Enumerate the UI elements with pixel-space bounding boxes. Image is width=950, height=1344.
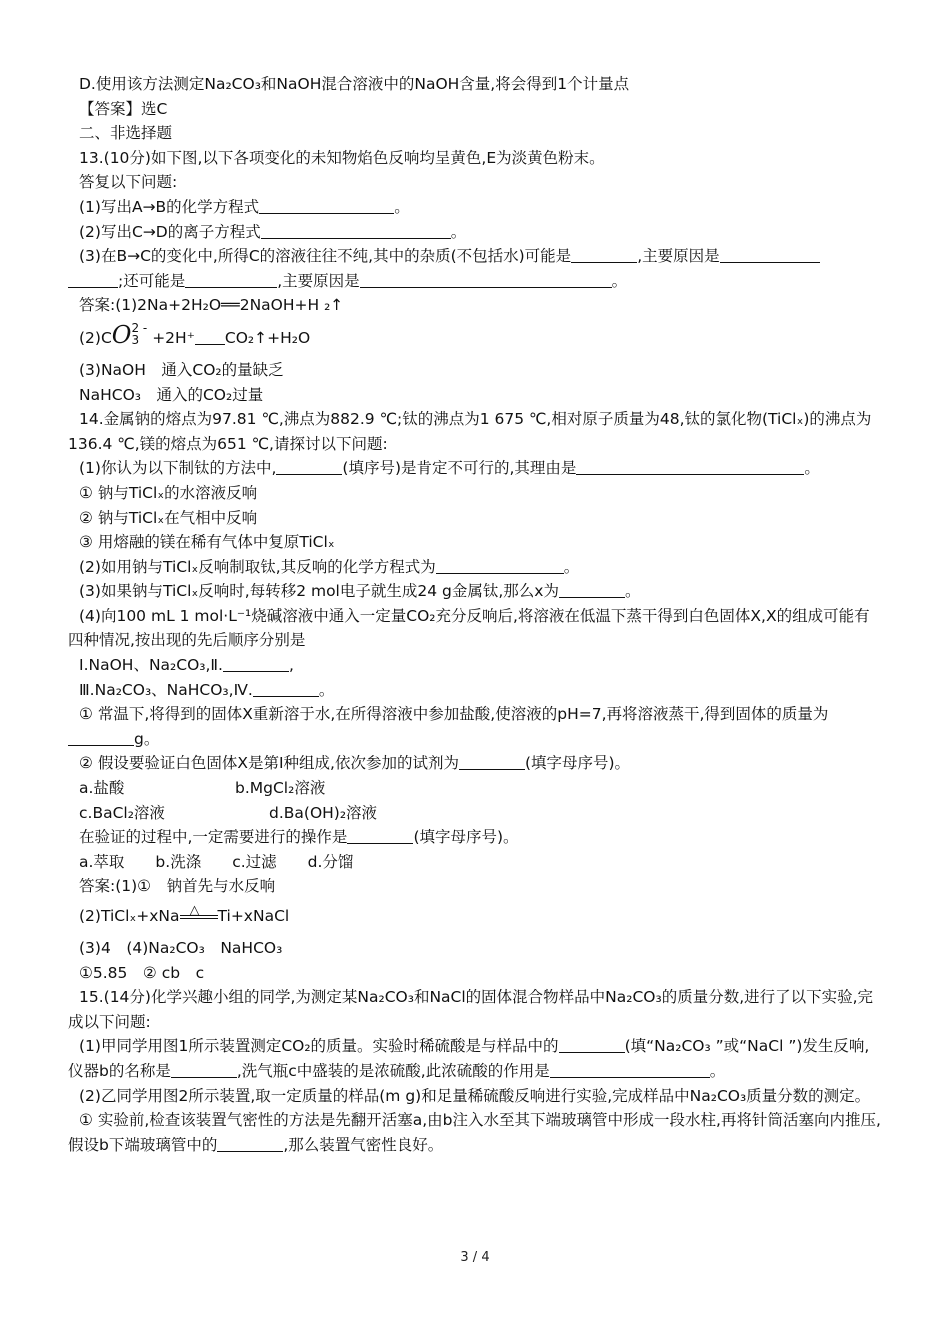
answer-blank[interactable] — [217, 1135, 283, 1152]
q14-part3: (3)如果钠与TiClₓ反响时,每转移2 mol电子就生成24 g金属钛,那么x为 。 — [79, 582, 641, 601]
question-15: 15.(14分)化学兴趣小组的同学,为测定某Na₂CO₃和NaCl的固体混合物样品中Na₂CO₃的质量分数,进行了以下实验,完成以下问题: — [68, 988, 874, 1031]
answer-blank[interactable] — [720, 246, 820, 263]
q14-answer-4: ①5.85 ② cb c — [79, 963, 205, 982]
answer-blank[interactable] — [261, 222, 451, 239]
q14-part2: (2)如用钠与TiClₓ反响制取钛,其反响的化学方程式为 。 — [79, 557, 580, 576]
reagent-options-ab: a.盐酸 b.MgCl₂溶液 — [79, 779, 326, 798]
q14-answer-3: (3)4 (4)Na₂CO₃ NaHCO₃ — [79, 939, 283, 957]
q14-sub-2: ② 假设要验证白色固体X是第Ⅰ种组成,依次参加的试剂为 (填字母序号)。 — [79, 754, 631, 773]
question-14: 14.金属钠的熔点为97.81 ℃,沸点为882.9 ℃;钛的沸点为1 675 ℃,相对原子质量为48,钛的氯化物(TiClₓ)的沸点为136.4 ℃,镁的熔点为651 ℃,请探讨以下问题: — [68, 410, 872, 453]
answer-blank[interactable] — [360, 271, 612, 288]
q13-part2: (2)写出C→D的离子方程式 。 — [79, 222, 467, 241]
answer-blank[interactable] — [347, 827, 413, 844]
answer-blank[interactable] — [171, 1061, 237, 1078]
q13-answer-2: (2)CO2 - 3 +2H⁺ CO₂↑+H₂O — [79, 320, 311, 349]
q14-case-3-4: Ⅲ.Na₂CO₃、NaHCO₃,Ⅳ. 。 — [79, 680, 335, 699]
q14-sub-1: ① 常温下,将得到的固体X重新溶于水,在所得溶液中参加盐酸,使溶液的pH=7,再将溶液蒸干,得到固体的质量为g。 — [68, 702, 883, 751]
answer-blank[interactable] — [253, 680, 319, 697]
q14-operation: 在验证的过程中,一定需要进行的操作是 (填字母序号)。 — [79, 828, 519, 847]
answer-blank[interactable] — [559, 581, 625, 598]
section-heading: 二、非选择题 — [79, 124, 173, 143]
option-d: D.使用该方法测定Na₂CO₃和NaOH混合溶液中的NaOH含量,将会得到1个计量点 — [79, 75, 630, 93]
q15-sub-1: ① 实验前,检查该装置气密性的方法是先翻开活塞a,由b注入水至其下端玻璃管中形成一段水柱,再将针筒活塞向内推压,假设b下端玻璃管中的 ,那么装置气密性良好。 — [68, 1111, 881, 1154]
answer-blank[interactable] — [559, 1036, 625, 1053]
q15-part1: (1)甲同学用图1所示装置测定CO₂的质量。实验时稀硫酸是与样品中的 (填“Na₂CO₃ ”或“NaCl ”)发生反响,仪器b的名称是 ,洗气瓶c中盛装的是浓硫酸,此浓硫酸的作用是 。 — [68, 1037, 870, 1080]
answer-blank[interactable] — [436, 557, 564, 574]
answer-blank[interactable] — [68, 271, 118, 288]
answer-blank[interactable] — [550, 1061, 710, 1078]
q14-part4: (4)向100 mL 1 mol·L⁻¹烧碱溶液中通入一定量CO₂充分反响后,将溶液在低温下蒸干得到白色固体X,X的组成可能有四种情况,按出现的先后顺序分别是 — [68, 606, 870, 650]
q14-option-1: ① 钠与TiClₓ的水溶液反响 — [79, 483, 258, 502]
answer-blank[interactable] — [571, 246, 637, 263]
q13-answer-1: 答案:(1)2Na+2H₂O══2NaOH+H ₂↑ — [79, 296, 344, 315]
q14-case-1-2: Ⅰ.NaOH、Na₂CO₃,Ⅱ. , — [79, 656, 294, 675]
q13-part3: (3)在B→C的变化中,所得C的溶液往往不纯,其中的杂质(不包括水)可能是 ,主要原因是 — [68, 244, 883, 269]
answer-blank[interactable] — [459, 753, 525, 770]
operation-options: a.萃取 b.洗涤 c.过滤 d.分馏 — [79, 852, 354, 871]
q14-answer-2: (2)TiClₓ+xNa △ Ti+xNaCl — [79, 902, 290, 925]
answer-blank[interactable] — [276, 458, 342, 475]
question-13: 13.(10分)如下图,以下各项变化的未知物焰色反响均呈黄色,E为淡黄色粉末。 — [79, 148, 605, 167]
heating-equals-sign: △ — [180, 912, 218, 922]
answer-blank[interactable] — [185, 271, 277, 288]
answer-blank[interactable] — [68, 729, 134, 746]
answer-blank[interactable] — [259, 197, 394, 214]
answer-blank[interactable] — [576, 458, 804, 475]
q14-option-3: ③ 用熔融的镁在稀有气体中复原TiClₓ — [79, 533, 335, 552]
reaction-arrow — [195, 334, 225, 345]
q13-prompt: 答复以下问题: — [79, 173, 178, 192]
q13-part3-cont: ;还可能是 ,主要原因是 。 — [68, 269, 883, 294]
q15-part2: (2)乙同学用图2所示装置,取一定质量的样品(m g)和足量稀硫酸反响进行实验,完成样品中Na₂CO₃质量分数的测定。 — [79, 1086, 871, 1105]
page-content — [68, 72, 883, 1157]
answer-line: 【答案】选C — [79, 99, 168, 118]
q14-answer-1: 答案:(1)① 钠首先与水反响 — [79, 877, 276, 896]
page-number: 3 / 4 — [460, 1250, 490, 1265]
q13-answer-4: NaHCO₃ 通入的CO₂过量 — [79, 385, 264, 404]
answer-blank[interactable] — [223, 655, 289, 672]
reagent-options-cd: c.BaCl₂溶液 d.Ba(OH)₂溶液 — [79, 803, 378, 822]
q13-part1: (1)写出A→B的化学方程式 。 — [79, 197, 410, 216]
q13-answer-3: (3)NaOH 通入CO₂的量缺乏 — [79, 360, 284, 379]
q14-part1: (1)你认为以下制钛的方法中, (填序号)是肯定不可行的,其理由是 。 — [79, 459, 820, 478]
q14-option-2: ② 钠与TiClₓ在气相中反响 — [79, 508, 258, 527]
